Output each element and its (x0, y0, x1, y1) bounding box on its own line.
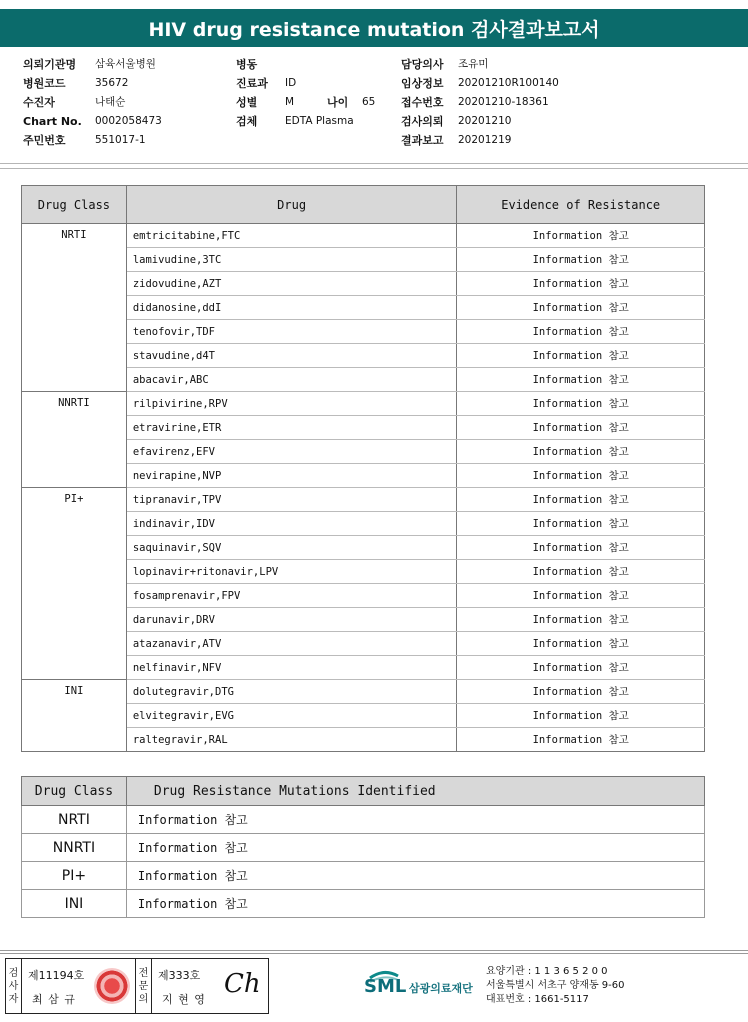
evidence-cell: Information 참고 (457, 320, 705, 344)
evidence-cell: Information 참고 (457, 704, 705, 728)
age-value: 65 (362, 96, 376, 108)
evidence-cell: Information 참고 (457, 224, 705, 248)
patient-info-col1 (23, 55, 162, 150)
info-value: ID (285, 77, 297, 89)
label-char: 의 (138, 993, 149, 1005)
resistance-table-body (22, 224, 705, 752)
evidence-cell: Information 참고 (457, 272, 705, 296)
sml-logo (364, 966, 484, 1010)
info-label: 검사의뢰 (401, 115, 444, 128)
evidence-cell: Information 참고 (457, 296, 705, 320)
drug-cell: lopinavir+ritonavir,LPV (126, 560, 457, 584)
column-header-drug: Drug (126, 186, 457, 224)
table-row (22, 224, 705, 248)
info-value: 나태순 (95, 96, 126, 108)
info-label: 병원코드 (23, 77, 66, 90)
drug-cell: atazanavir,ATV (126, 632, 457, 656)
drug-cell: tipranavir,TPV (126, 488, 457, 512)
info-value: 551017-1 (95, 134, 146, 146)
evidence-cell: Information 참고 (457, 464, 705, 488)
mutation-cell: Information 참고 (126, 862, 704, 890)
drug-class-cell: NNRTI (22, 834, 127, 862)
info-label: 접수번호 (401, 96, 444, 109)
seal-icon (94, 968, 130, 1004)
resistance-table (21, 185, 705, 752)
evidence-cell: Information 참고 (457, 656, 705, 680)
evidence-cell: Information 참고 (457, 728, 705, 752)
drug-cell: indinavir,IDV (126, 512, 457, 536)
mutation-table (21, 776, 705, 918)
mutation-cell: Information 참고 (126, 834, 704, 862)
drug-cell: darunavir,DRV (126, 608, 457, 632)
contact-line: 대표번호 : 1661-5117 (486, 994, 589, 1005)
drug-class-cell: NRTI (22, 224, 127, 392)
drug-cell: nelfinavir,NFV (126, 656, 457, 680)
evidence-cell: Information 참고 (457, 560, 705, 584)
org-name: 삼광의료재단 (409, 982, 473, 995)
info-value: 조유미 (458, 58, 489, 70)
logo-text: SML (364, 976, 407, 997)
signature-box (5, 958, 269, 1014)
column-header-mutations: Drug Resistance Mutations Identified (126, 777, 704, 806)
drug-cell: lamivudine,3TC (126, 248, 457, 272)
table-row (22, 680, 705, 704)
info-label: 담당의사 (401, 58, 444, 71)
drug-class-cell: NNRTI (22, 392, 127, 488)
table-row (22, 392, 705, 416)
info-label: 성별 (236, 96, 258, 109)
drug-cell: nevirapine,NVP (126, 464, 457, 488)
divider (0, 950, 748, 951)
info-label: 진료과 (236, 77, 268, 90)
info-label: 주민번호 (23, 134, 66, 147)
expert-id: 제333호 (158, 969, 201, 982)
drug-cell: stavudine,d4T (126, 344, 457, 368)
label-char: 전 (138, 967, 149, 979)
evidence-cell: Information 참고 (457, 632, 705, 656)
drug-cell: raltegravir,RAL (126, 728, 457, 752)
label-char: 자 (8, 993, 19, 1005)
evidence-cell: Information 참고 (457, 416, 705, 440)
evidence-cell: Information 참고 (457, 536, 705, 560)
divider (0, 953, 748, 954)
info-value: 35672 (95, 77, 129, 89)
drug-cell: dolutegravir,DTG (126, 680, 457, 704)
label-char: 문 (138, 980, 149, 992)
drug-cell: abacavir,ABC (126, 368, 457, 392)
evidence-cell: Information 참고 (457, 608, 705, 632)
column-header-drug-class: Drug Class (22, 186, 127, 224)
drug-class-cell: NRTI (22, 806, 127, 834)
evidence-cell: Information 참고 (457, 512, 705, 536)
evidence-cell: Information 참고 (457, 584, 705, 608)
table-row (22, 890, 705, 918)
info-value: M (285, 96, 295, 108)
examiner-label (6, 959, 22, 1013)
drug-cell: elvitegravir,EVG (126, 704, 457, 728)
drug-cell: etravirine,ETR (126, 416, 457, 440)
drug-class-cell: PI+ (22, 862, 127, 890)
drug-cell: zidovudine,AZT (126, 272, 457, 296)
info-value: EDTA Plasma (285, 115, 354, 127)
drug-cell: efavirenz,EFV (126, 440, 457, 464)
contact-line: 서울특별시 서초구 양재동 9-60 (486, 980, 625, 991)
label-char: 사 (8, 980, 19, 992)
divider (0, 163, 748, 164)
drug-cell: tenofovir,TDF (126, 320, 457, 344)
drug-cell: rilpivirine,RPV (126, 392, 457, 416)
mutation-cell: Information 참고 (126, 806, 704, 834)
examiner-name: 최 삼 규 (32, 993, 76, 1006)
evidence-cell: Information 참고 (457, 248, 705, 272)
info-value: 20201210 (458, 115, 512, 127)
info-value: 20201210-18361 (458, 96, 549, 108)
column-header-evidence: Evidence of Resistance (457, 186, 705, 224)
table-row (22, 806, 705, 834)
info-value: 20201219 (458, 134, 512, 146)
info-label: 수진자 (23, 96, 55, 109)
info-value: 0002058473 (95, 115, 162, 127)
drug-class-cell: INI (22, 890, 127, 918)
evidence-cell: Information 참고 (457, 488, 705, 512)
patient-info-col2 (236, 55, 375, 131)
table-row (22, 834, 705, 862)
info-label: 결과보고 (401, 134, 444, 147)
drug-cell: emtricitabine,FTC (126, 224, 457, 248)
info-label: 병동 (236, 58, 258, 71)
divider (0, 168, 748, 169)
patient-info-col3 (401, 55, 559, 150)
report-title: HIV drug resistance mutation 검사결과보고서 (0, 9, 748, 47)
info-label: 임상정보 (401, 77, 444, 90)
evidence-cell: Information 참고 (457, 440, 705, 464)
signature-icon: Ch (224, 969, 261, 999)
column-header-drug-class: Drug Class (22, 777, 127, 806)
drug-class-cell: INI (22, 680, 127, 752)
table-row (22, 488, 705, 512)
examiner-id: 제11194호 (28, 969, 85, 982)
mutation-cell: Information 참고 (126, 890, 704, 918)
info-value: 삼육서울병원 (95, 58, 156, 70)
drug-class-cell: PI+ (22, 488, 127, 680)
table-row (22, 862, 705, 890)
info-value: 20201210R100140 (458, 77, 559, 89)
expert-name: 지 현 영 (162, 993, 206, 1006)
evidence-cell: Information 참고 (457, 680, 705, 704)
drug-cell: fosamprenavir,FPV (126, 584, 457, 608)
evidence-cell: Information 참고 (457, 392, 705, 416)
contact-line: 요양기관 : 1 1 3 6 5 2 0 0 (486, 966, 608, 977)
info-label: 검체 (236, 115, 258, 128)
drug-cell: didanosine,ddI (126, 296, 457, 320)
evidence-cell: Information 참고 (457, 368, 705, 392)
drug-cell: saquinavir,SQV (126, 536, 457, 560)
contact-info (486, 965, 625, 1007)
label-char: 검 (8, 967, 19, 979)
info-label: 의뢰기관명 (23, 58, 77, 71)
evidence-cell: Information 참고 (457, 344, 705, 368)
age-label: 나이 (327, 96, 349, 109)
expert-label (135, 959, 152, 1013)
info-label: Chart No. (23, 115, 82, 128)
